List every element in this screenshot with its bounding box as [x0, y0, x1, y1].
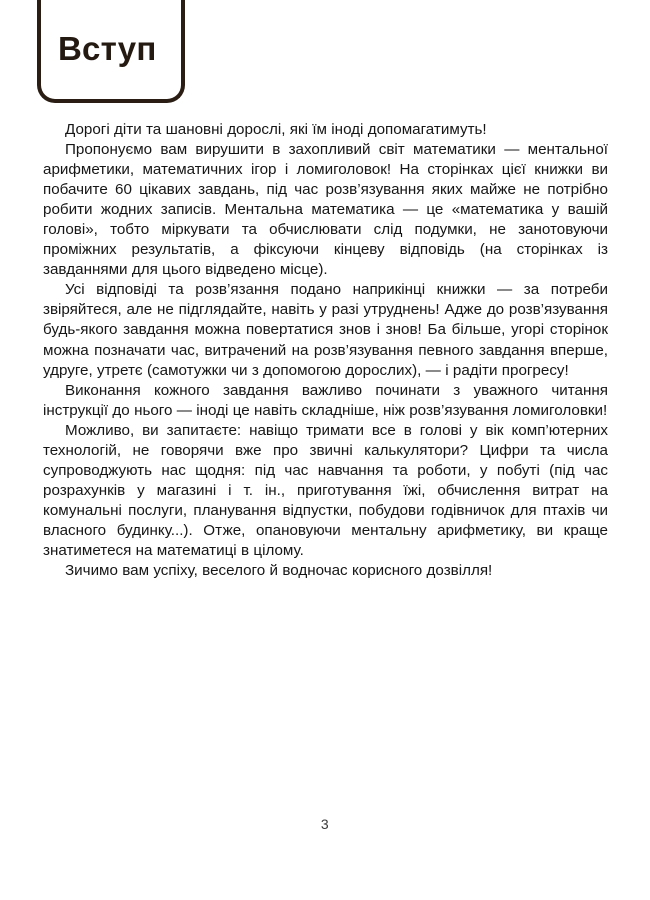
- paragraph: Дорогі діти та шановні дорослі, які їм іноді допомагатимуть!: [65, 121, 487, 138]
- paragraph: Усі відповіді та розв’язання подано наприкінці книжки — за потреби звіряйтеся, але не підглядайте, навіть у разі утруднень! Адже до розв’язування будь-якого завдання можна повертатися знов і знов! Ба більше, угорі сторінок можна позначати час, витрачений на розв’язування певного завдання вперше, удруге, утретє (самотужки чи з допомогою дорослих), — і радіти прогресу!: [43, 281, 608, 379]
- chapter-heading-plaque: [37, 0, 185, 103]
- introduction-body-text: [43, 120, 608, 581]
- paragraph: Пропонуємо вам вирушити в захопливий світ математики — ментальної арифметики, математичних ігор і ломиголовок! На сторінках цієї книжки ви побачите 60 цікавих завдань, під час розв’язування яких майже не потрібно робити жодних записів. Ментальна математика — це «математика у вашій голові», тобто міркувати та обчислювати слід подумки, не занотовуючи проміжних результатів, а фіксуючи кінцеву відповідь (на сторінках із завданнями для цього відведено місце).: [43, 141, 608, 279]
- paragraph: Можливо, ви запитаєте: навіщо тримати все в голові у вік комп’ютерних технологій, не говорячи вже про звичні калькулятори? Цифри та числа супроводжують нас щодня: під час навчання та роботи, у побуті (під час розрахунків у магазині і т. ін., приготування їжі, обчислення витрат на комунальні послуги, планування відпустки, побудови годівничок для птахів чи власного будинку...). Отже, опановуючи ментальну арифметику, ви краще знатиметеся на математиці в цілому.: [43, 421, 608, 559]
- paragraph: Зичимо вам успіху, веселого й водночас корисного дозвілля!: [65, 562, 493, 580]
- page-title: Вступ: [58, 30, 157, 67]
- page-number: 3: [320, 816, 330, 832]
- paragraph: Виконання кожного завдання важливо починати з уважного читання інструкції до нього — іноді це навіть складніше, ніж розв’язування ломиголовки!: [43, 381, 608, 419]
